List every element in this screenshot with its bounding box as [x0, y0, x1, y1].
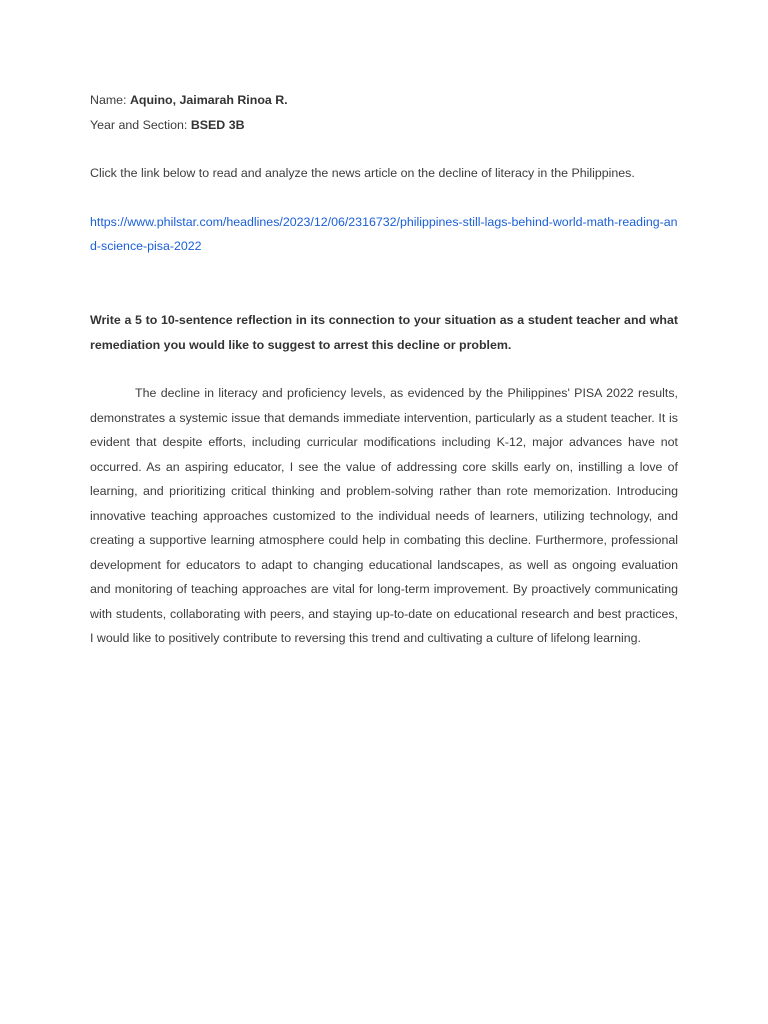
- section-line: [90, 113, 678, 138]
- reflection-prompt: Write a 5 to 10-sentence reflection in its connection to your situation as a student teacher and what remediation you would like to suggest to arrest this decline or problem.: [90, 312, 678, 352]
- instruction-text: Click the link below to read and analyze the news article on the decline of literacy in the Philippines.: [90, 166, 635, 181]
- spacer: [90, 186, 678, 210]
- name-label: Name:: [90, 93, 127, 107]
- document-page: [90, 88, 678, 651]
- year-section: BSED 3B: [190, 117, 245, 132]
- reflection-paragraph: The decline in literacy and proficiency levels, as evidenced by the Philippines' PISA 2022 results, demonstrates a systemic issue that demands immediate intervention, particularly as a student teacher. It is evident that despite efforts, including curricular modifications including K-12, major advances have not occurred. As an aspiring educator, I see the value of addressing core skills early on, instilling a love of learning, and prioritizing critical thinking and problem-solving rather than rote memorization. Introducing innovative teaching approaches customized to the individual needs of learners, utilizing technology, and creating a supportive learning atmosphere could help in combating this decline. Furthermore, professional development for educators to adapt to changing educational landscapes, as well as ongoing evaluation and monitoring of teaching approaches are vital for long-term improvement. By proactively communicating with students, collaborating with peers, and staying up-to-date on educational research and best practices, I would like to positively contribute to reversing this trend and cultivating a culture of lifelong learning.: [90, 386, 678, 646]
- spacer: [90, 137, 678, 161]
- section-label: Year and Section:: [90, 117, 188, 132]
- article-link[interactable]: https://www.philstar.com/headlines/2023/12/06/2316732/philippines-still-lags-behind-world-math-reading-and-science-pisa-2022: [90, 214, 678, 254]
- spacer: [90, 357, 678, 381]
- name-line: [90, 88, 678, 113]
- student-name: Aquino, Jaimarah Rinoa R.: [129, 93, 288, 107]
- spacer: [90, 259, 678, 308]
